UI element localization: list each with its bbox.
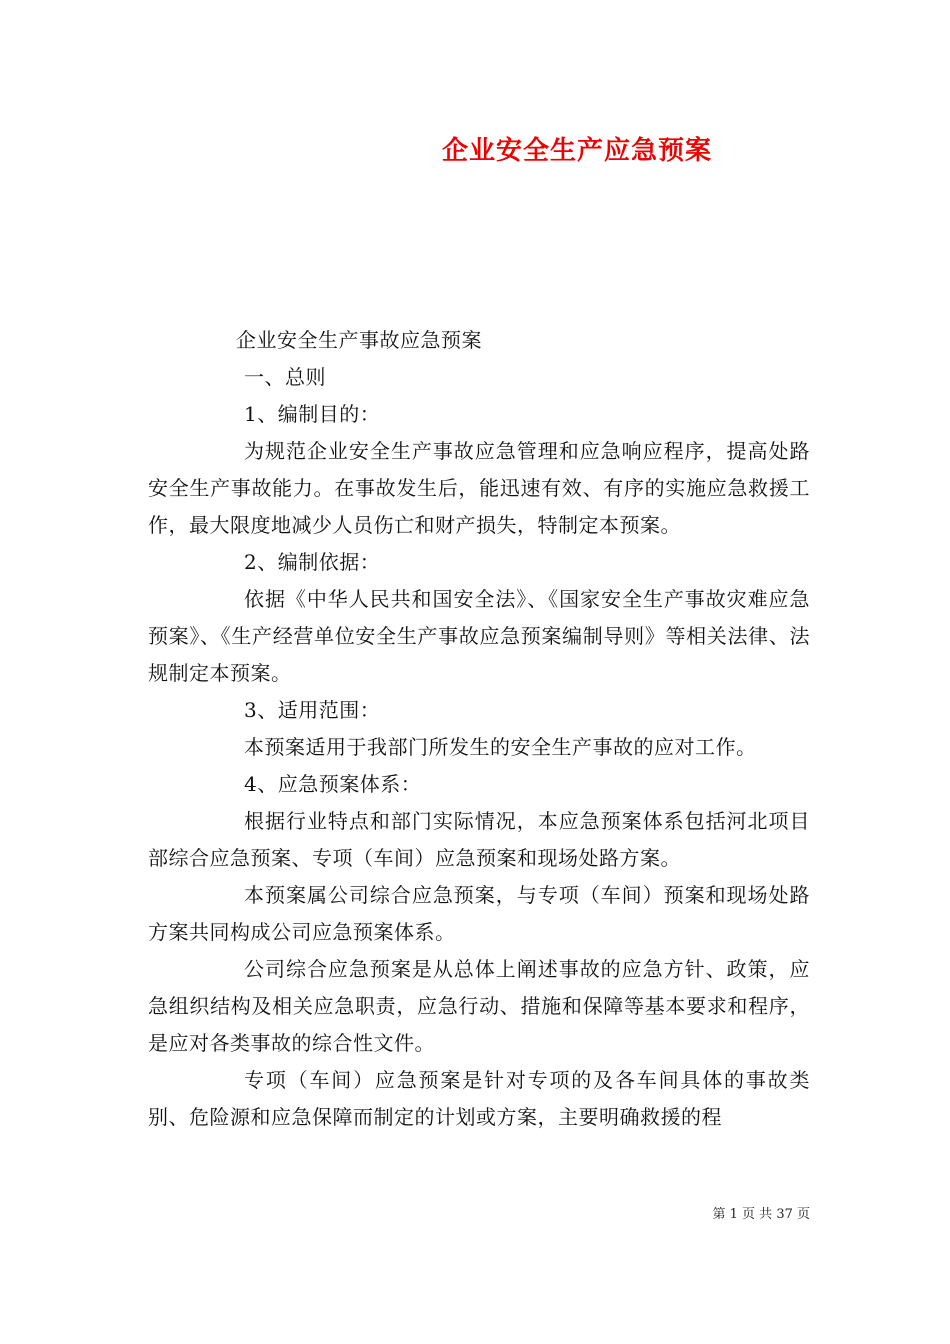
heading-system: 4、应急预案体系： bbox=[244, 772, 422, 796]
document-title: 企业安全生产应急预案 bbox=[441, 136, 712, 166]
heading-scope: 3、适用范围： bbox=[244, 698, 381, 722]
paragraph-system-1: 根据行业特点和部门实际情况，本应急预案体系包括河北项目部综合应急预案、专项（车间）应急预案和现场处路方案。 bbox=[148, 809, 810, 870]
subtitle: 企业安全生产事故应急预案 bbox=[236, 328, 482, 352]
section-heading-general: 一、总则 bbox=[244, 365, 326, 389]
paragraph-basis: 依据《中华人民共和国安全法》、《国家安全生产事故灾难应急预案》、《生产经营单位安全生产事故应急预案编制导则》等相关法律、法规制定本预案。 bbox=[148, 587, 810, 685]
paragraph-purpose: 为规范企业安全生产事故应急管理和应急响应程序，提高处路安全生产事故能力。在事故发生后，能迅速有效、有序的实施应急救援工作，最大限度地减少人员伤亡和财产损失，特制定本预案。 bbox=[148, 439, 810, 537]
document-body bbox=[148, 322, 810, 1136]
heading-basis: 2、编制依据： bbox=[244, 550, 381, 574]
paragraph-system-2: 本预案属公司综合应急预案，与专项（车间）预案和现场处路方案共同构成公司应急预案体系。 bbox=[148, 883, 810, 944]
paragraph-system-3: 公司综合应急预案是从总体上阐述事故的应急方针、政策，应急组织结构及相关应急职责，应急行动、措施和保障等基本要求和程序，是应对各类事故的综合性文件。 bbox=[148, 957, 810, 1055]
paragraph-system-4: 专项（车间）应急预案是针对专项的及各车间具体的事故类别、危险源和应急保障而制定的计划或方案，主要明确救援的程 bbox=[148, 1068, 810, 1129]
page-number: 第 1 页 共 37 页 bbox=[712, 1207, 810, 1222]
paragraph-scope: 本预案适用于我部门所发生的安全生产事故的应对工作。 bbox=[244, 735, 757, 759]
heading-purpose: 1、编制目的： bbox=[244, 402, 381, 426]
